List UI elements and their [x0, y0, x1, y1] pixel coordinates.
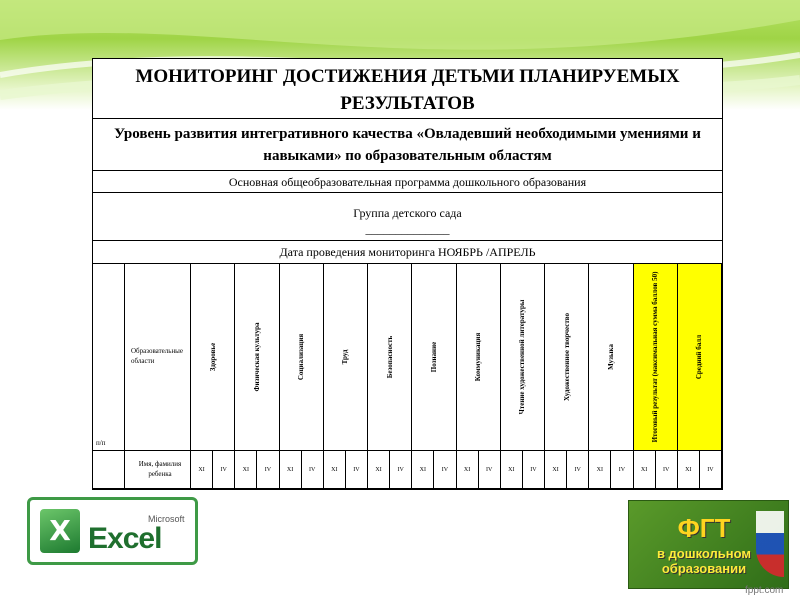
period-label: XI: [457, 451, 479, 489]
group-label: Группа детского сада: [353, 206, 462, 220]
program-line: Основная общеобразовательная программа дошкольного образования: [93, 171, 722, 193]
monitoring-sheet: [92, 58, 723, 490]
num-header-cell: [93, 264, 125, 451]
group-line: [93, 193, 722, 241]
subject-header: Коммуникация: [474, 332, 483, 382]
period-label: IV: [479, 451, 501, 489]
subject-header-cell: [678, 264, 722, 451]
period-label: IV: [523, 451, 545, 489]
period-label: IV: [611, 451, 633, 489]
num-cell: [93, 451, 125, 489]
subject-header: Музыка: [606, 344, 615, 370]
subject-header-cell: [457, 264, 501, 451]
period-label: XI: [280, 451, 302, 489]
subject-header: Труд: [341, 349, 350, 365]
subject-header-cell: [412, 264, 456, 451]
period-label: IV: [434, 451, 456, 489]
subject-header: Чтение художественной литературы: [518, 299, 527, 415]
subject-header-cell: [235, 264, 279, 451]
watermark: fppt.com: [745, 585, 784, 596]
subject-header-cell: [545, 264, 589, 451]
subject-header-cell: [280, 264, 324, 451]
fgt-logo-subtitle: в дошкольном образовании: [656, 546, 752, 576]
period-label: XI: [501, 451, 523, 489]
period-label: IV: [302, 451, 324, 489]
integrative-quality-heading: Уровень развития интегративного качества «Овладевший необходимыми умениями и навыками» по образовательным областям: [93, 119, 722, 171]
subject-header-cell: [191, 264, 235, 451]
period-label: IV: [346, 451, 368, 489]
subject-header: Здоровье: [208, 342, 217, 372]
subject-header-cell: [589, 264, 633, 451]
child-header-cell: [125, 451, 191, 489]
period-label: XI: [191, 451, 213, 489]
subject-header-cell: [501, 264, 545, 451]
fgt-logo: [628, 500, 789, 589]
period-label: XI: [368, 451, 390, 489]
period-label: XI: [235, 451, 257, 489]
subject-header: Познание: [429, 341, 438, 373]
period-label: XI: [324, 451, 346, 489]
area-header: Образовательные области: [131, 347, 183, 365]
period-label: XI: [545, 451, 567, 489]
excel-logo-text: Excel: [88, 522, 162, 555]
monitoring-table: [93, 264, 722, 489]
period-label: IV: [390, 451, 412, 489]
subject-header-cell: [324, 264, 368, 451]
monitoring-date-line: Дата проведения мониторинга НОЯБРЬ /АПРЕЛЬ: [93, 241, 722, 264]
period-label: XI: [678, 451, 700, 489]
period-label: XI: [412, 451, 434, 489]
subject-header: Безопасность: [385, 335, 394, 379]
subject-header: Социализация: [297, 333, 306, 381]
subject-header: Средний балл: [695, 334, 704, 380]
period-label: XI: [634, 451, 656, 489]
subject-header: Физическая культура: [252, 322, 261, 392]
excel-logo-microsoft: Microsoft: [148, 514, 185, 524]
excel-icon: X: [40, 509, 80, 553]
area-header-cell: [125, 264, 191, 451]
excel-logo: [27, 497, 198, 565]
period-label: IV: [656, 451, 678, 489]
child-header: Имя, фамилия ребенка: [138, 460, 182, 478]
subject-header-cell: [634, 264, 678, 451]
num-header: п/п: [96, 439, 106, 447]
period-label: XI: [589, 451, 611, 489]
period-label: IV: [700, 451, 722, 489]
subject-header-cell: [368, 264, 412, 451]
period-label: IV: [257, 451, 279, 489]
sheet-title: МОНИТОРИНГ ДОСТИЖЕНИЯ ДЕТЬМИ ПЛАНИРУЕМЫХ РЕЗУЛЬТАТОВ: [93, 59, 722, 119]
group-blank: ______________: [365, 222, 450, 236]
subject-header: Художественное творчество: [562, 312, 571, 402]
fgt-logo-title: ФГТ: [677, 513, 731, 543]
period-label: IV: [567, 451, 589, 489]
subject-header: Итоговый результат (максимальная сумма баллов 50): [651, 271, 660, 443]
period-label: IV: [213, 451, 235, 489]
